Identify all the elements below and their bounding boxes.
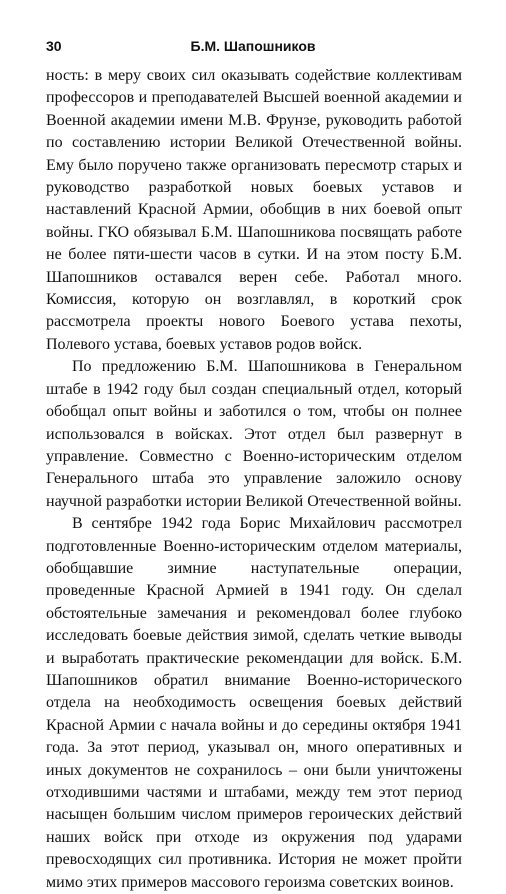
- running-header: [46, 38, 460, 60]
- paragraph: В сентябре 1942 года Борис Михайлович рассмотрел подготовленные Военно-историческим отделом материалы, обобщавшие зимние наступательные операции, проведенные Красной Армией в 1941 году. Он сделал обстоятельные замечания и рекомендовал более глубоко исследовать боевые действия зимой, сделать четкие выводы и выработать практические рекомендации для войск. Б.М. Шапошников обратил внимание Военно-исторического отдела на необходимость освещения боевых действий Красной Армии с начала войны и до середины октября 1941 года. За этот период, указывал он, много оперативных и иных документов не сохранилось – они были уничтожены отходившими частями и штабами, между тем этот период насыщен большим числом примеров героических действий наших войск при отходе из окружения под ударами превосходящих сил противника. История не может пройти мимо этих примеров массового героизма советских воинов.: [46, 515, 462, 891]
- page-number: 30: [46, 38, 62, 54]
- paragraph-continued: ность: в меру своих сил оказывать содействие коллективам профессоров и преподавателей Высшей военной академии и Военной академии имени М.В. Фрунзе, руководить работой по составлению истории Великой Отечественной войны. Ему было поручено также организовать пересмотр старых и руководство разработкой новых боевых уставов и наставлений Красной Армии, обобщив в них боевой опыт войны. ГКО обязывал Б.М. Шапошникова посвящать работе не более пяти-шести часов в сутки. И на этом посту Б.М. Шапошников оставался верен себе. Работал много. Комиссия, которую он возглавлял, в короткий срок рассмотрела проекты нового Боевого устава пехоты, Полевого устава, боевых уставов родов войск.: [46, 67, 462, 353]
- paragraph: По предложению Б.М. Шапошникова в Генеральном штабе в 1942 году был создан специальный отдел, который обобщал опыт войны и заботился о том, чтобы он полнее использовался в войсках. Этот отдел был развернут в управление. Совместно с Военно-историческим отделом Генерального штаба это управление заложило основу научной разработки истории Великой Отечественной войны.: [46, 358, 462, 510]
- running-header-author: Б.М. Шапошников: [190, 38, 316, 54]
- body-text: [46, 65, 462, 894]
